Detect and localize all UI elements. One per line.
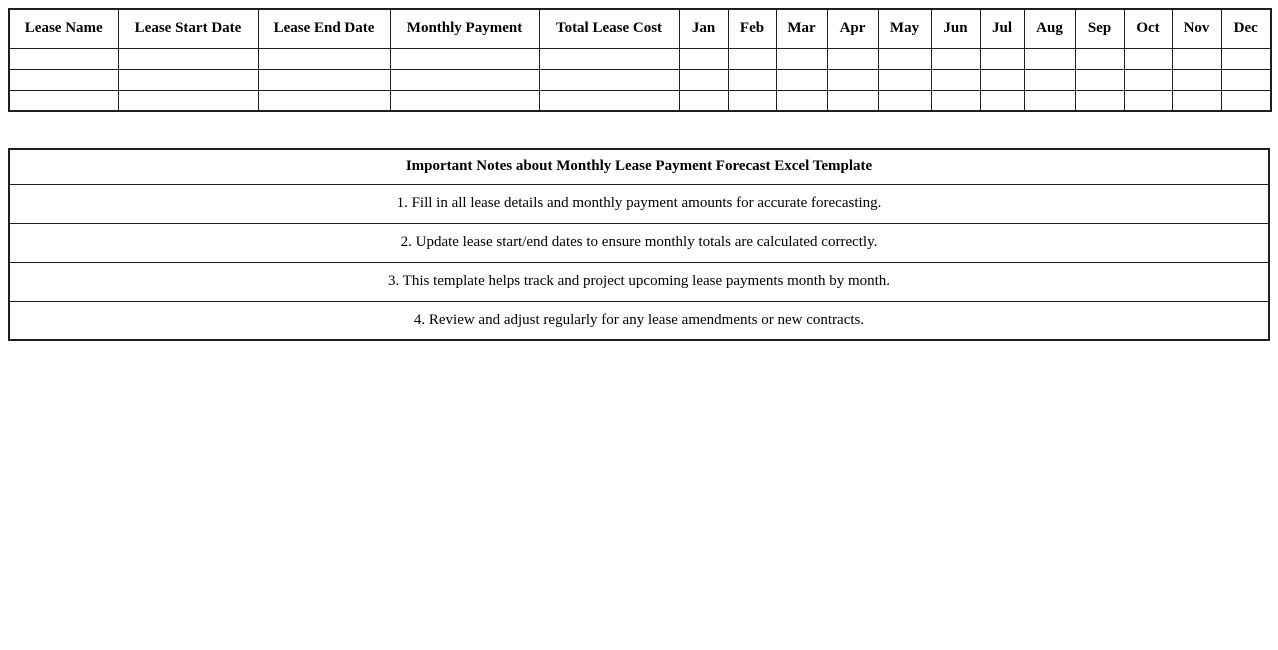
empty-cell xyxy=(776,90,827,111)
empty-cell xyxy=(1024,69,1075,90)
col-header-jan: Jan xyxy=(679,9,728,48)
col-header-apr: Apr xyxy=(827,9,878,48)
empty-cell xyxy=(258,90,390,111)
empty-cell xyxy=(1172,48,1221,69)
note-row xyxy=(9,223,1269,262)
forecast-empty-row xyxy=(9,69,1271,90)
empty-cell xyxy=(728,90,776,111)
note-row xyxy=(9,262,1269,301)
empty-cell xyxy=(931,69,980,90)
col-header-may: May xyxy=(878,9,931,48)
col-header-aug: Aug xyxy=(1024,9,1075,48)
important-notes-table xyxy=(8,148,1270,341)
empty-cell xyxy=(390,90,539,111)
empty-cell xyxy=(539,48,679,69)
empty-cell xyxy=(390,48,539,69)
empty-cell xyxy=(9,90,118,111)
col-header-total-lease-cost: Total Lease Cost xyxy=(539,9,679,48)
empty-cell xyxy=(827,90,878,111)
empty-cell xyxy=(728,69,776,90)
col-header-dec: Dec xyxy=(1221,9,1271,48)
empty-cell xyxy=(827,69,878,90)
note-item-4: 4. Review and adjust regularly for any lease amendments or new contracts. xyxy=(9,301,1269,340)
col-header-lease-end-date: Lease End Date xyxy=(258,9,390,48)
empty-cell xyxy=(539,69,679,90)
empty-cell xyxy=(539,90,679,111)
empty-cell xyxy=(980,90,1024,111)
empty-cell xyxy=(1024,48,1075,69)
forecast-empty-row xyxy=(9,48,1271,69)
empty-cell xyxy=(1221,48,1271,69)
empty-cell xyxy=(118,90,258,111)
col-header-lease-name: Lease Name xyxy=(9,9,118,48)
note-row xyxy=(9,184,1269,223)
empty-cell xyxy=(980,48,1024,69)
empty-cell xyxy=(1075,48,1124,69)
col-header-mar: Mar xyxy=(776,9,827,48)
empty-cell xyxy=(1221,90,1271,111)
empty-cell xyxy=(980,69,1024,90)
col-header-nov: Nov xyxy=(1172,9,1221,48)
empty-cell xyxy=(728,48,776,69)
empty-cell xyxy=(1221,69,1271,90)
empty-cell xyxy=(931,48,980,69)
empty-cell xyxy=(878,90,931,111)
empty-cell xyxy=(931,90,980,111)
note-item-3: 3. This template helps track and project upcoming lease payments month by month. xyxy=(9,262,1269,301)
empty-cell xyxy=(9,69,118,90)
empty-cell xyxy=(776,48,827,69)
note-row xyxy=(9,301,1269,340)
col-header-jul: Jul xyxy=(980,9,1024,48)
empty-cell xyxy=(1024,90,1075,111)
empty-cell xyxy=(878,48,931,69)
empty-cell xyxy=(1075,69,1124,90)
col-header-monthly-payment: Monthly Payment xyxy=(390,9,539,48)
empty-cell xyxy=(118,69,258,90)
empty-cell xyxy=(1124,48,1172,69)
empty-cell xyxy=(827,48,878,69)
col-header-jun: Jun xyxy=(931,9,980,48)
empty-cell xyxy=(1124,90,1172,111)
notes-title-row xyxy=(9,149,1269,184)
empty-cell xyxy=(258,69,390,90)
empty-cell xyxy=(679,69,728,90)
col-header-feb: Feb xyxy=(728,9,776,48)
empty-cell xyxy=(118,48,258,69)
empty-cell xyxy=(878,69,931,90)
notes-title: Important Notes about Monthly Lease Payment Forecast Excel Template xyxy=(9,149,1269,184)
empty-cell xyxy=(1124,69,1172,90)
empty-cell xyxy=(390,69,539,90)
forecast-empty-row xyxy=(9,90,1271,111)
empty-cell xyxy=(776,69,827,90)
empty-cell xyxy=(679,90,728,111)
empty-cell xyxy=(9,48,118,69)
empty-cell xyxy=(1172,69,1221,90)
col-header-lease-start-date: Lease Start Date xyxy=(118,9,258,48)
empty-cell xyxy=(1172,90,1221,111)
col-header-sep: Sep xyxy=(1075,9,1124,48)
lease-forecast-table xyxy=(8,8,1272,112)
note-item-1: 1. Fill in all lease details and monthly payment amounts for accurate forecasting. xyxy=(9,184,1269,223)
empty-cell xyxy=(1075,90,1124,111)
empty-cell xyxy=(679,48,728,69)
col-header-oct: Oct xyxy=(1124,9,1172,48)
empty-cell xyxy=(258,48,390,69)
note-item-2: 2. Update lease start/end dates to ensure monthly totals are calculated correctly. xyxy=(9,223,1269,262)
forecast-header-row xyxy=(9,9,1271,48)
